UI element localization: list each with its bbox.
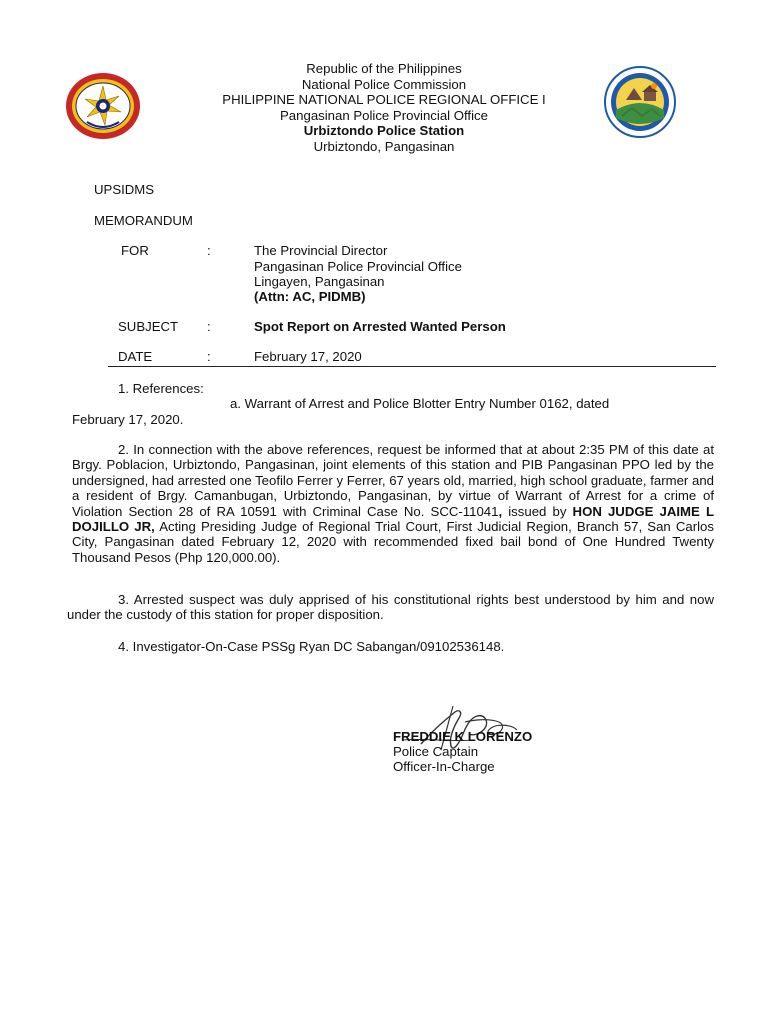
signatory-rank: Police Captain bbox=[393, 744, 479, 759]
paragraph-2-text-2: issued by bbox=[502, 503, 573, 519]
signatory-name: FREDDIE K LORENZO bbox=[393, 729, 533, 744]
for-label: FOR bbox=[121, 243, 149, 258]
header-divider bbox=[108, 366, 716, 367]
paragraph-3: 3. Arrested suspect was duly apprised of his constitutional rights best understood by him and now under the custody of this station for proper disposition. bbox=[67, 592, 714, 623]
reference-item-a: a. Warrant of Arrest and Police Blotter Entry Number 0162, dated bbox=[230, 396, 610, 411]
letterhead-line-provincial-office: Pangasinan Police Provincial Office bbox=[280, 107, 488, 123]
addressee-location: Lingayen, Pangasinan bbox=[254, 274, 385, 289]
reference-item-a-continued: February 17, 2020. bbox=[72, 412, 184, 427]
subject-colon: : bbox=[207, 319, 211, 334]
urbiztondo-police-station-logo-icon bbox=[604, 66, 676, 138]
paragraph-4: 4. Investigator-On-Case PSSg Ryan DC Sabangan/09102536148. bbox=[118, 639, 505, 654]
paragraph-2-text-3: Acting Presiding Judge of Regional Trial Court, First Judicial Region, Branch 57, San Carlos City, Pangasinan dated February 12, 2020 with recommended fixed bail bond of One Hundred Twenty Thousand Pesos (Php 120,000.00). bbox=[72, 519, 714, 565]
office-code: UPSIDMS bbox=[94, 182, 155, 197]
date-colon: : bbox=[207, 349, 211, 364]
letterhead-line-station: Urbiztondo Police Station bbox=[303, 123, 465, 139]
letterhead-line-republic: Republic of the Philippines bbox=[306, 61, 462, 76]
addressee-office: Pangasinan Police Provincial Office bbox=[254, 259, 462, 274]
letterhead-line-location: Urbiztondo, Pangasinan bbox=[313, 138, 455, 154]
letterhead-line-regional-office: PHILIPPINE NATIONAL POLICE REGIONAL OFFICE I bbox=[222, 92, 546, 108]
addressee-title: The Provincial Director bbox=[254, 243, 388, 258]
paragraph-2 bbox=[72, 442, 714, 565]
for-colon: : bbox=[207, 243, 211, 258]
subject-label: SUBJECT bbox=[118, 319, 179, 334]
paragraph-2-comma: , bbox=[498, 503, 503, 519]
judge-name: HON JUDGE JAIME L DOJILLO JR, bbox=[72, 503, 714, 535]
subject-value: Spot Report on Arrested Wanted Person bbox=[254, 319, 506, 334]
pnp-seal-icon bbox=[65, 72, 141, 140]
paragraph-2-text-1: 2. In connection with the above references, request be informed that at about 2:35 PM of this date at Brgy. Poblacion, Urbiztondo, Pangasinan, joint elements of this station and PIB Pangasinan PPO led by the undersigned, had arrested one Teofilo Ferrer y Ferrer, 67 years old, married, high school graduate, farmer and a resident of Brgy. Camanbugan, Urbiztondo, Pangasinan, by virtue of Warrant of Arrest for a crime of Violation Section 28 of RA 10591 with Criminal Case No. SCC-11041 bbox=[72, 442, 714, 519]
references-label: 1. References: bbox=[118, 381, 204, 396]
date-value: February 17, 2020 bbox=[254, 349, 362, 364]
date-label: DATE bbox=[118, 349, 153, 364]
addressee-attention: (Attn: AC, PIDMB) bbox=[254, 289, 366, 304]
signatory-position: Officer-In-Charge bbox=[393, 759, 495, 774]
letterhead-line-napolcom: National Police Commission bbox=[301, 76, 467, 92]
document-type: MEMORANDUM bbox=[94, 213, 193, 228]
